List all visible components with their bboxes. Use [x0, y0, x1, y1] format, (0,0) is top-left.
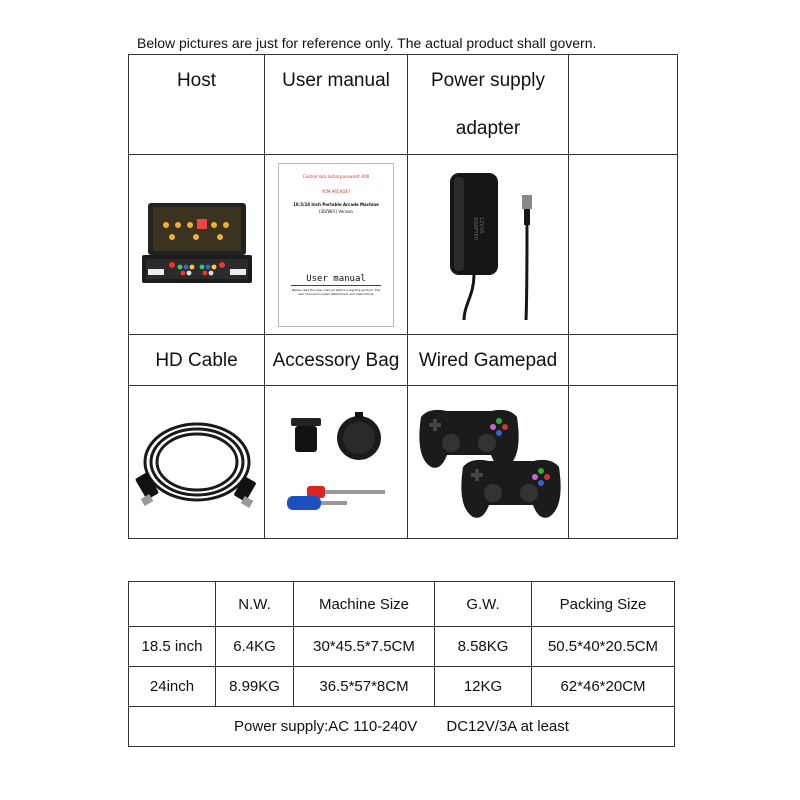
hdmi-cable-image — [134, 412, 260, 512]
adapter-label: 12V3A — [478, 216, 484, 233]
adapter-image-cell — [408, 155, 569, 335]
image-row-1 — [129, 155, 678, 335]
power-supply-text: Power supply:AC 110-240V DC12V/3A at least — [129, 707, 675, 747]
spec-cell: 8.58KG — [435, 627, 532, 667]
manual-top-note: Control lock initial password: 000 — [302, 173, 370, 179]
label-user-manual: User manual — [265, 55, 408, 155]
spec-cell: 12KG — [435, 667, 532, 707]
label-power-adapter: Power supply adapter — [408, 55, 569, 155]
manual-image-cell — [265, 155, 408, 335]
spec-cell: 18.5 inch — [129, 627, 216, 667]
label-row-1 — [129, 55, 678, 155]
label-hd-cable: HD Cable — [129, 335, 265, 386]
spec-power-row — [129, 707, 675, 747]
spec-header-blank — [129, 582, 216, 627]
manual-image — [278, 163, 394, 327]
manual-subtitle: (3D/WiFi) Version — [318, 208, 354, 214]
label-empty-1 — [569, 55, 678, 155]
cable-image-cell — [129, 386, 265, 539]
spec-cell: 36.5*57*8CM — [294, 667, 435, 707]
host-image-cell — [129, 155, 265, 335]
package-contents-table — [128, 54, 678, 539]
spec-cell: 24inch — [129, 667, 216, 707]
disclaimer-note: Below pictures are just for reference only. The actual product shall govern. — [137, 35, 597, 51]
label-row-2 — [129, 335, 678, 386]
manual-rule — [291, 285, 381, 286]
spec-cell: 6.4KG — [216, 627, 294, 667]
label-empty-2 — [569, 335, 678, 386]
accessory-image-cell — [265, 386, 408, 539]
label-accessory-bag: Accessory Bag — [265, 335, 408, 386]
spec-cell: 8.99KG — [216, 667, 294, 707]
manual-footer: Please read the user manual before using the product. The user manual includes attachment and instructions. — [291, 287, 381, 296]
spec-header-nw: N.W. — [216, 582, 294, 627]
spec-row-24 — [129, 667, 675, 707]
spec-row-18-5 — [129, 627, 675, 667]
spec-cell: 30*45.5*7.5CM — [294, 627, 435, 667]
arcade-case-image — [138, 197, 256, 293]
label-wired-gamepad: Wired Gamepad — [408, 335, 569, 386]
label-host: Host — [129, 55, 265, 155]
gamepad-image — [411, 397, 565, 527]
adapter-label-2: ADAPTER — [472, 216, 478, 240]
adapter-image — [428, 165, 548, 325]
spec-header-machine-size: Machine Size — [294, 582, 435, 627]
manual-brand: YCM ARCADE? — [321, 188, 351, 194]
spec-cell: 50.5*40*20.5CM — [532, 627, 675, 667]
spec-table — [128, 581, 675, 747]
image-row-2 — [129, 386, 678, 539]
joystick-parts-image — [271, 402, 401, 522]
spec-header-gw: G.W. — [435, 582, 532, 627]
manual-heading: User manual — [306, 273, 366, 284]
empty-image-cell-1 — [569, 155, 678, 335]
gamepad-image-cell — [408, 386, 569, 539]
spec-header-packing-size: Packing Size — [532, 582, 675, 627]
spec-cell: 62*46*20CM — [532, 667, 675, 707]
empty-image-cell-2 — [569, 386, 678, 539]
manual-title: 18.5/24 Inch Portable Arcade Machine — [293, 201, 379, 207]
spec-header-row — [129, 582, 675, 627]
